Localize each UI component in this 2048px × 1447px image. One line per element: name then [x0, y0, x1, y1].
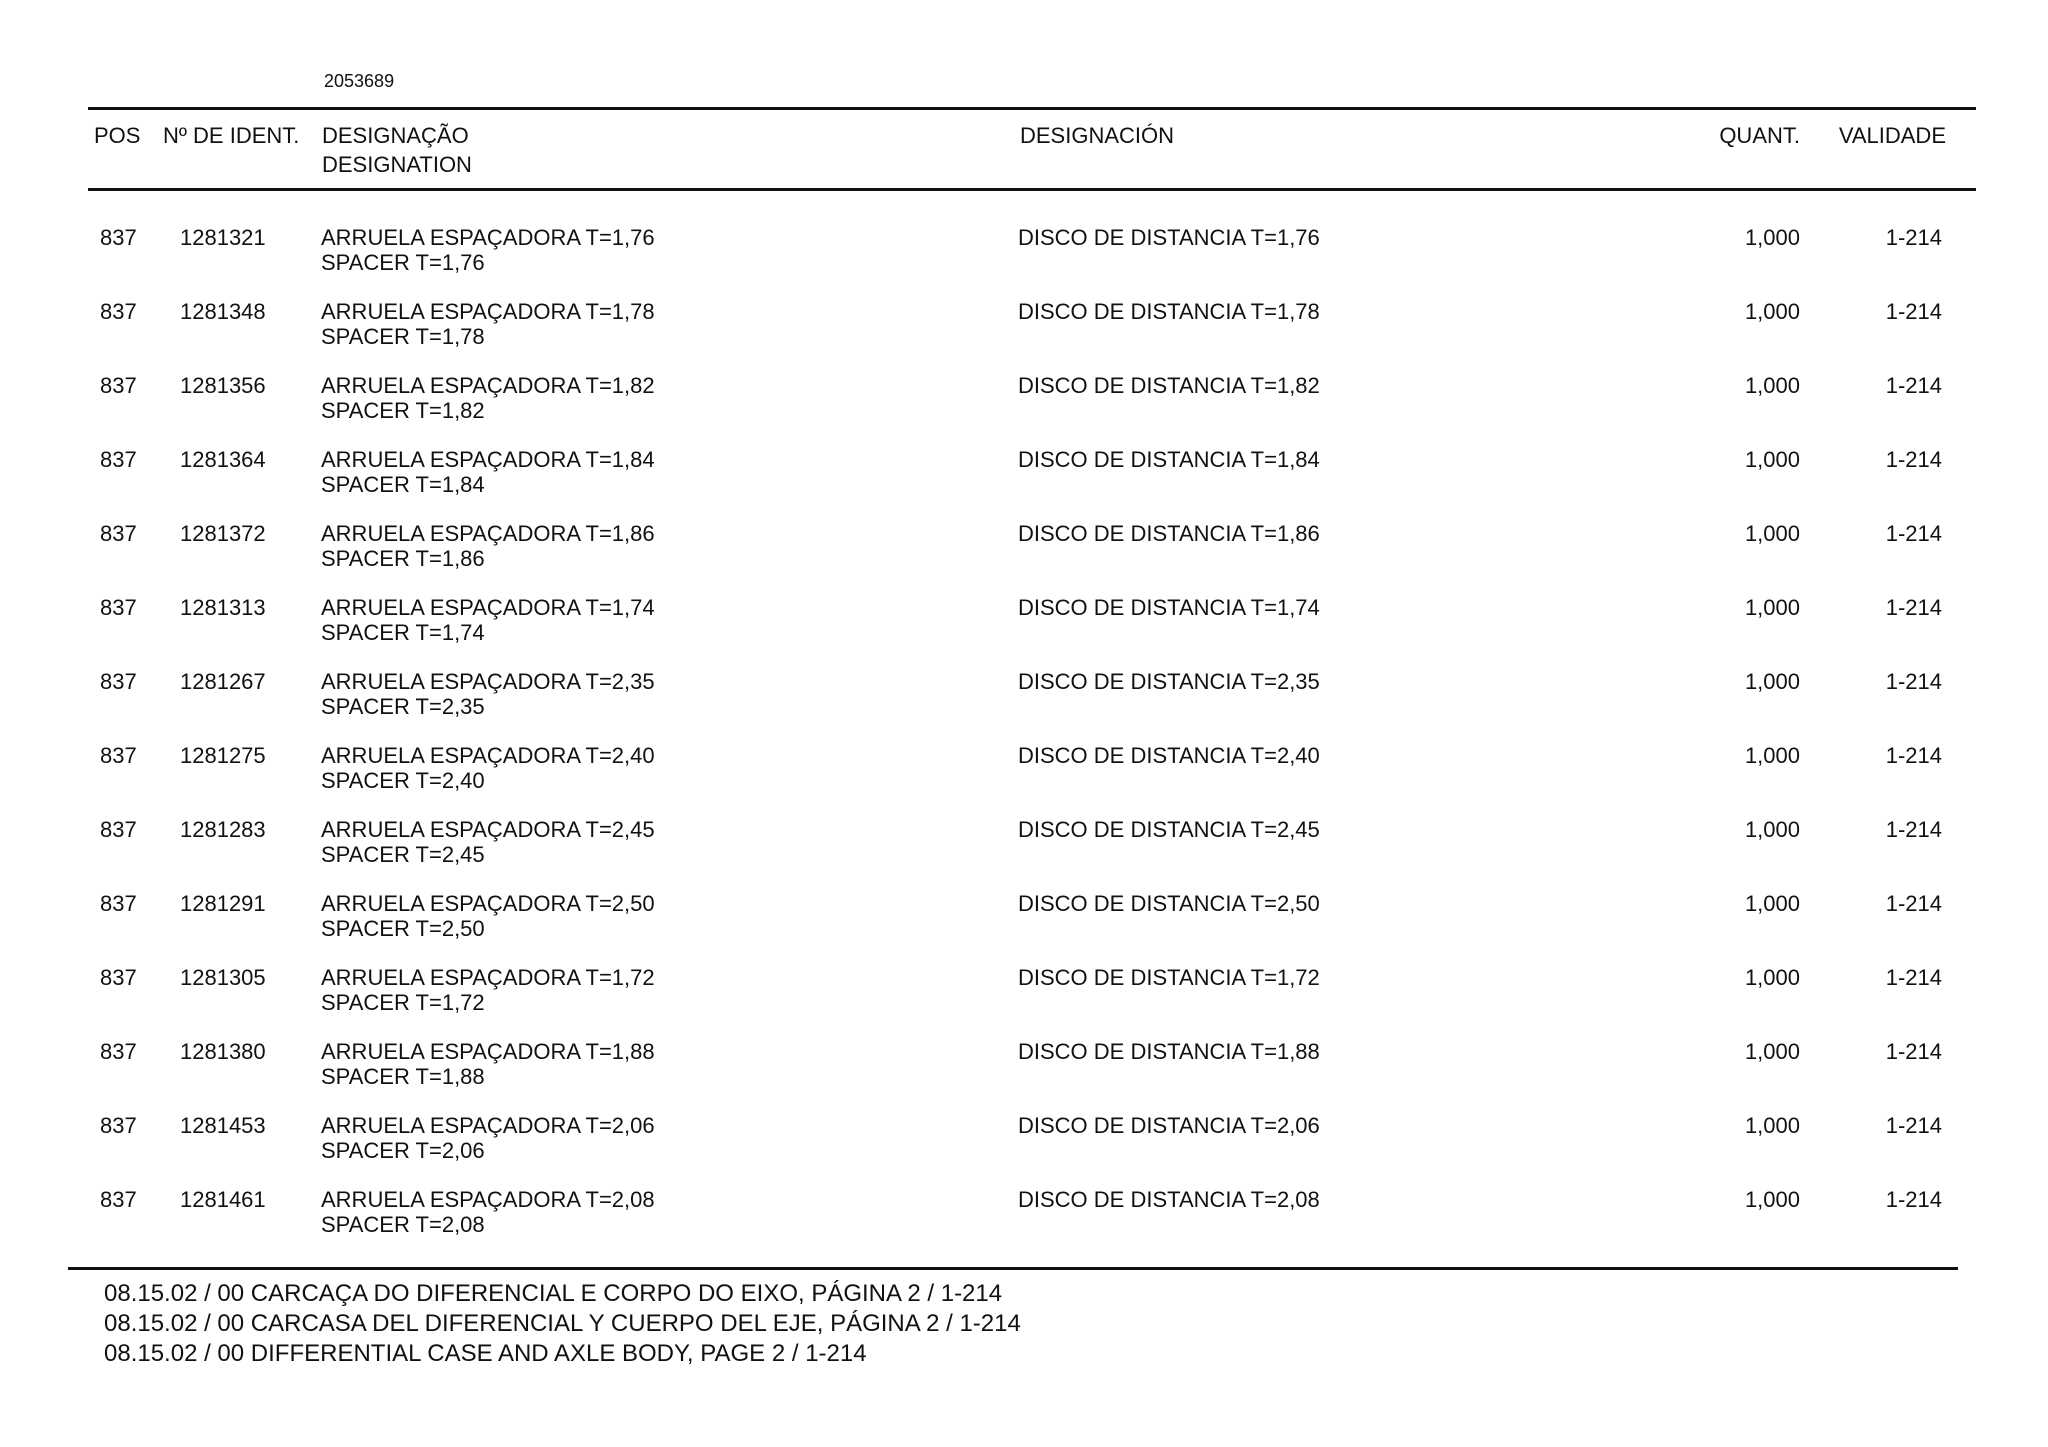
- row-designation-pt: ARRUELA ESPAÇADORA T=2,40: [321, 743, 655, 768]
- row-quantity: 1,000: [1744, 225, 1800, 250]
- header-designacion: DESIGNACIÓN: [1020, 123, 1175, 148]
- row-pos: 837: [100, 1113, 137, 1138]
- row-designation-es: DISCO DE DISTANCIA T=1,88: [1018, 1039, 1320, 1064]
- row-quantity: 1,000: [1744, 373, 1800, 398]
- row-pos: 837: [100, 965, 137, 990]
- row-designation-pt: ARRUELA ESPAÇADORA T=1,86: [321, 521, 655, 546]
- table-row: [0, 223, 2048, 297]
- header-ident: Nº DE IDENT.: [163, 123, 300, 148]
- row-ident-number: 1281283: [180, 817, 266, 842]
- row-validity: 1-214: [1885, 817, 1942, 842]
- row-designation-pt: ARRUELA ESPAÇADORA T=2,08: [321, 1187, 655, 1212]
- table-row: [0, 963, 2048, 1037]
- table-row: [0, 445, 2048, 519]
- row-validity: 1-214: [1885, 965, 1942, 990]
- row-pos: 837: [100, 817, 137, 842]
- row-designation-es: DISCO DE DISTANCIA T=2,35: [1018, 669, 1320, 694]
- table-row: [0, 593, 2048, 667]
- header-pos: POS: [94, 123, 141, 148]
- row-designation-pt: ARRUELA ESPAÇADORA T=1,84: [321, 447, 655, 472]
- table-row: [0, 519, 2048, 593]
- row-validity: 1-214: [1885, 669, 1942, 694]
- row-designation-es: DISCO DE DISTANCIA T=1,86: [1018, 521, 1320, 546]
- row-ident-number: 1281380: [180, 1039, 266, 1064]
- row-pos: 837: [100, 595, 137, 620]
- row-quantity: 1,000: [1744, 817, 1800, 842]
- row-ident-number: 1281364: [180, 447, 266, 472]
- parts-table-body: [0, 223, 2048, 1259]
- row-validity: 1-214: [1885, 891, 1942, 916]
- table-row: [0, 1111, 2048, 1185]
- table-row: [0, 297, 2048, 371]
- row-quantity: 1,000: [1744, 521, 1800, 546]
- row-ident-number: 1281372: [180, 521, 266, 546]
- row-designation-pt: ARRUELA ESPAÇADORA T=2,45: [321, 817, 655, 842]
- row-pos: 837: [100, 1039, 137, 1064]
- row-validity: 1-214: [1885, 225, 1942, 250]
- table-row: [0, 889, 2048, 963]
- row-designation-pt: ARRUELA ESPAÇADORA T=1,72: [321, 965, 655, 990]
- row-pos: 837: [100, 225, 137, 250]
- row-designation-en: SPACER T=1,78: [321, 324, 485, 349]
- row-quantity: 1,000: [1744, 891, 1800, 916]
- row-ident-number: 1281267: [180, 669, 266, 694]
- header-designation-en: DESIGNATION: [322, 152, 472, 177]
- header-top-rule: [88, 107, 1976, 110]
- row-designation-en: SPACER T=1,72: [321, 990, 485, 1015]
- row-validity: 1-214: [1885, 373, 1942, 398]
- row-designation-es: DISCO DE DISTANCIA T=2,06: [1018, 1113, 1320, 1138]
- row-designation-en: SPACER T=1,82: [321, 398, 485, 423]
- row-validity: 1-214: [1885, 521, 1942, 546]
- footer-line-pt: 08.15.02 / 00 CARCAÇA DO DIFERENCIAL E CORPO DO EIXO, PÁGINA 2 / 1-214: [104, 1280, 1003, 1307]
- row-pos: 837: [100, 373, 137, 398]
- row-designation-en: SPACER T=2,06: [321, 1138, 485, 1163]
- document-id: 2053689: [324, 71, 395, 91]
- row-designation-en: SPACER T=1,84: [321, 472, 485, 497]
- table-row: [0, 1037, 2048, 1111]
- row-designation-en: SPACER T=2,40: [321, 768, 485, 793]
- row-quantity: 1,000: [1744, 1187, 1800, 1212]
- row-pos: 837: [100, 447, 137, 472]
- row-designation-en: SPACER T=1,76: [321, 250, 485, 275]
- row-designation-en: SPACER T=2,08: [321, 1212, 485, 1237]
- row-designation-es: DISCO DE DISTANCIA T=2,45: [1018, 817, 1320, 842]
- row-validity: 1-214: [1885, 447, 1942, 472]
- row-designation-es: DISCO DE DISTANCIA T=2,08: [1018, 1187, 1320, 1212]
- row-designation-en: SPACER T=1,74: [321, 620, 485, 645]
- row-pos: 837: [100, 299, 137, 324]
- row-validity: 1-214: [1885, 1039, 1942, 1064]
- row-quantity: 1,000: [1744, 595, 1800, 620]
- header-bottom-rule: [88, 188, 1976, 191]
- header-validade: VALIDADE: [1838, 123, 1946, 148]
- row-ident-number: 1281453: [180, 1113, 266, 1138]
- row-pos: 837: [100, 669, 137, 694]
- header-designation: [322, 121, 472, 179]
- header-quant: QUANT.: [1719, 123, 1800, 148]
- row-quantity: 1,000: [1744, 1039, 1800, 1064]
- row-designation-es: DISCO DE DISTANCIA T=2,50: [1018, 891, 1320, 916]
- row-designation-en: SPACER T=1,86: [321, 546, 485, 571]
- row-designation-pt: ARRUELA ESPAÇADORA T=2,35: [321, 669, 655, 694]
- row-designation-es: DISCO DE DISTANCIA T=1,84: [1018, 447, 1320, 472]
- row-validity: 1-214: [1885, 595, 1942, 620]
- row-designation-pt: ARRUELA ESPAÇADORA T=1,82: [321, 373, 655, 398]
- row-designation-pt: ARRUELA ESPAÇADORA T=1,76: [321, 225, 655, 250]
- row-designation-en: SPACER T=1,88: [321, 1064, 485, 1089]
- table-row: [0, 667, 2048, 741]
- row-quantity: 1,000: [1744, 447, 1800, 472]
- footer-rule: [68, 1267, 1958, 1270]
- row-quantity: 1,000: [1744, 299, 1800, 324]
- row-pos: 837: [100, 1187, 137, 1212]
- row-ident-number: 1281275: [180, 743, 266, 768]
- row-validity: 1-214: [1885, 1187, 1942, 1212]
- row-pos: 837: [100, 891, 137, 916]
- row-designation-es: DISCO DE DISTANCIA T=1,72: [1018, 965, 1320, 990]
- row-designation-pt: ARRUELA ESPAÇADORA T=1,74: [321, 595, 655, 620]
- header-designacao: DESIGNAÇÃO: [322, 123, 469, 148]
- row-quantity: 1,000: [1744, 965, 1800, 990]
- row-designation-en: SPACER T=2,50: [321, 916, 485, 941]
- row-designation-pt: ARRUELA ESPAÇADORA T=2,06: [321, 1113, 655, 1138]
- row-quantity: 1,000: [1744, 1113, 1800, 1138]
- footer-line-en: 08.15.02 / 00 DIFFERENTIAL CASE AND AXLE BODY, PAGE 2 / 1-214: [104, 1340, 867, 1367]
- row-ident-number: 1281321: [180, 225, 266, 250]
- row-designation-pt: ARRUELA ESPAÇADORA T=2,50: [321, 891, 655, 916]
- footer: [104, 1279, 1021, 1369]
- row-designation-es: DISCO DE DISTANCIA T=2,40: [1018, 743, 1320, 768]
- row-designation-es: DISCO DE DISTANCIA T=1,76: [1018, 225, 1320, 250]
- row-ident-number: 1281356: [180, 373, 266, 398]
- row-ident-number: 1281313: [180, 595, 266, 620]
- table-row: [0, 1185, 2048, 1259]
- row-validity: 1-214: [1885, 1113, 1942, 1138]
- row-designation-es: DISCO DE DISTANCIA T=1,78: [1018, 299, 1320, 324]
- row-pos: 837: [100, 521, 137, 546]
- table-row: [0, 741, 2048, 815]
- row-ident-number: 1281305: [180, 965, 266, 990]
- row-validity: 1-214: [1885, 299, 1942, 324]
- row-ident-number: 1281348: [180, 299, 266, 324]
- row-pos: 837: [100, 743, 137, 768]
- row-quantity: 1,000: [1744, 743, 1800, 768]
- row-ident-number: 1281461: [180, 1187, 266, 1212]
- row-designation-pt: ARRUELA ESPAÇADORA T=1,88: [321, 1039, 655, 1064]
- row-designation-en: SPACER T=2,45: [321, 842, 485, 867]
- row-validity: 1-214: [1885, 743, 1942, 768]
- row-designation-es: DISCO DE DISTANCIA T=1,74: [1018, 595, 1320, 620]
- table-row: [0, 371, 2048, 445]
- row-quantity: 1,000: [1744, 669, 1800, 694]
- row-ident-number: 1281291: [180, 891, 266, 916]
- table-row: [0, 815, 2048, 889]
- row-designation-es: DISCO DE DISTANCIA T=1,82: [1018, 373, 1320, 398]
- footer-line-es: 08.15.02 / 00 CARCASA DEL DIFERENCIAL Y CUERPO DEL EJE, PÁGINA 2 / 1-214: [104, 1310, 1021, 1337]
- row-designation-en: SPACER T=2,35: [321, 694, 485, 719]
- row-designation-pt: ARRUELA ESPAÇADORA T=1,78: [321, 299, 655, 324]
